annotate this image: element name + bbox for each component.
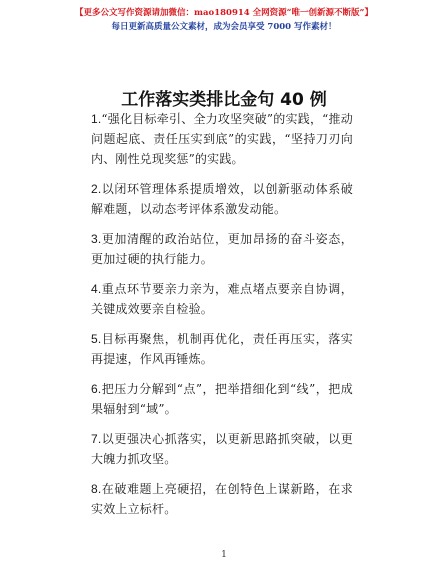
item-number: 8. xyxy=(91,482,102,496)
item-text: “强化目标牵引、全力攻坚突破”的实践，“推动问题起底、责任压实到底”的实践，“坚持刀刃向内、刚性兑现奖惩”的实践。 xyxy=(91,112,353,166)
item-number: 7. xyxy=(91,432,102,446)
list-item xyxy=(91,279,353,319)
list-item xyxy=(91,329,353,369)
page-number: 1 xyxy=(221,550,227,560)
item-number: 6. xyxy=(91,382,102,396)
list-item xyxy=(91,109,353,169)
document-title: 工作落实类排比金句 40 例 xyxy=(121,90,327,110)
promo-banner-line-2: 每日更新高质量公文素材，成为会员享受 7000 写作素材！ xyxy=(111,22,337,32)
item-number: 5. xyxy=(91,332,102,346)
item-text: 更加清醒的政治站位，更加昂扬的奋斗姿态，更加过硬的执行能力。 xyxy=(91,232,353,266)
item-text: 重点环节要亲力亲为，难点堵点要亲自协调，关键成效要亲自检验。 xyxy=(91,282,353,316)
item-text: 目标再聚焦，机制再优化，责任再压实，落实再提速，作风再锤炼。 xyxy=(91,332,353,366)
list-item xyxy=(91,229,353,269)
promo-banner-line-1: 【更多公文写作资源请加微信：mao180914 全网资源“唯一创新源不断版”】 xyxy=(75,8,373,18)
item-number: 3. xyxy=(91,232,102,246)
item-text: 以闭环管理体系提质增效，以创新驱动体系破解难题，以动态考评体系激发动能。 xyxy=(91,182,353,216)
list-item xyxy=(91,429,353,469)
item-number: 2. xyxy=(91,182,102,196)
list-item xyxy=(91,379,353,419)
item-number: 4. xyxy=(91,282,102,296)
item-text: 以更强决心抓落实，以更新思路抓突破，以更大魄力抓攻坚。 xyxy=(91,432,353,466)
item-text: 在破难题上亮硬招，在创特色上谋新路，在求实效上立标杆。 xyxy=(91,482,353,516)
item-number: 1. xyxy=(91,112,102,126)
list-item xyxy=(91,179,353,219)
item-list xyxy=(91,109,353,529)
list-item xyxy=(91,479,353,519)
item-text: 把压力分解到“点”，把举措细化到“线”，把成果辐射到“域”。 xyxy=(91,382,353,416)
